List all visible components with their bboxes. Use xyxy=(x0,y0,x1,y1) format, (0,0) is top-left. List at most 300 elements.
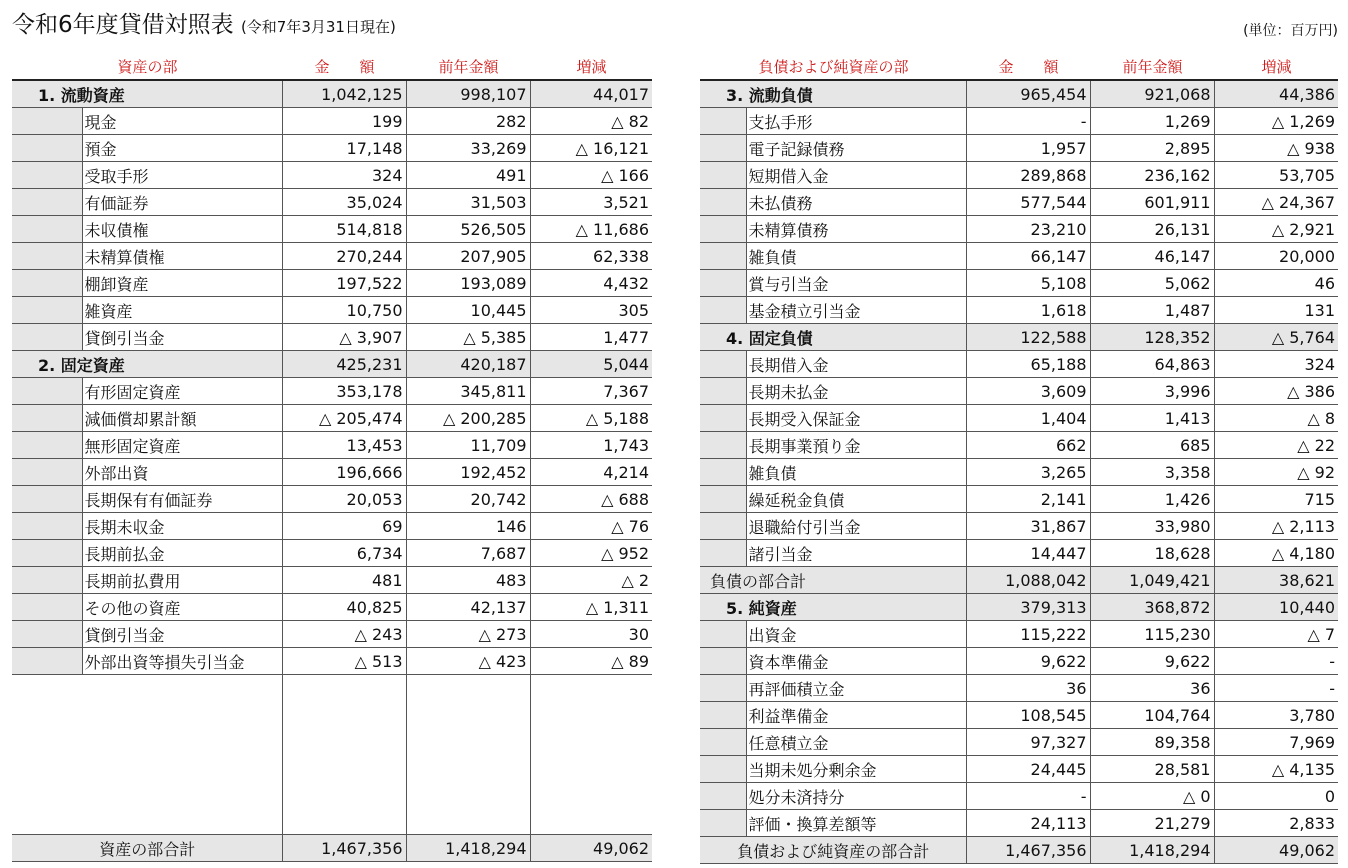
item-value: 23,210 xyxy=(966,216,1090,243)
item-value: 20,053 xyxy=(282,486,406,513)
item-label: 処分未済持分 xyxy=(746,783,966,810)
item-value: 305 xyxy=(530,297,652,324)
table-row xyxy=(700,756,1338,783)
table-row xyxy=(700,162,1338,189)
section-label: 5. 純資産 xyxy=(700,594,966,621)
item-label: 繰延税金負債 xyxy=(746,486,966,513)
section-label: 2. 固定資産 xyxy=(12,351,282,378)
item-value: 53,705 xyxy=(1214,162,1338,189)
section-value: 368,872 xyxy=(1090,594,1214,621)
item-label: 評価・換算差額等 xyxy=(746,810,966,837)
indent-cell xyxy=(12,405,82,432)
item-value: 1,743 xyxy=(530,432,652,459)
table-row xyxy=(700,405,1338,432)
item-value: 10,445 xyxy=(406,297,530,324)
header-row xyxy=(12,53,652,80)
item-value: 3,521 xyxy=(530,189,652,216)
item-value: 1,957 xyxy=(966,135,1090,162)
item-value: 108,545 xyxy=(966,702,1090,729)
item-value: △ 24,367 xyxy=(1214,189,1338,216)
item-value: △ 386 xyxy=(1214,378,1338,405)
table-row xyxy=(12,648,652,675)
section-value: 921,068 xyxy=(1090,80,1214,108)
table-row xyxy=(700,810,1338,837)
item-value: 36 xyxy=(966,675,1090,702)
table-row xyxy=(12,135,652,162)
indent-cell xyxy=(700,486,746,513)
item-value: 3,996 xyxy=(1090,378,1214,405)
item-label: 支払手形 xyxy=(746,108,966,135)
table-row xyxy=(12,108,652,135)
table-row xyxy=(12,297,652,324)
item-value: 207,905 xyxy=(406,243,530,270)
item-value: 5,062 xyxy=(1090,270,1214,297)
item-value: 64,863 xyxy=(1090,351,1214,378)
item-value: 0 xyxy=(1214,783,1338,810)
item-value: 2,895 xyxy=(1090,135,1214,162)
item-label: 任意積立金 xyxy=(746,729,966,756)
item-label: 出資金 xyxy=(746,621,966,648)
indent-cell xyxy=(700,540,746,567)
indent-cell xyxy=(12,270,82,297)
table-row xyxy=(700,351,1338,378)
item-label: 受取手形 xyxy=(82,162,282,189)
item-value: 35,024 xyxy=(282,189,406,216)
column-header: 資産の部 xyxy=(12,53,282,80)
item-label: 未精算債務 xyxy=(746,216,966,243)
table-row xyxy=(12,540,652,567)
table-row xyxy=(12,621,652,648)
indent-cell xyxy=(12,216,82,243)
item-value: △ 1,269 xyxy=(1214,108,1338,135)
item-value: 40,825 xyxy=(282,594,406,621)
item-value: 483 xyxy=(406,567,530,594)
item-value: 115,222 xyxy=(966,621,1090,648)
indent-cell xyxy=(12,459,82,486)
item-value: 7,687 xyxy=(406,540,530,567)
table-row xyxy=(12,162,652,189)
section-value: 1,042,125 xyxy=(282,80,406,108)
item-value: 270,244 xyxy=(282,243,406,270)
item-value: 1,487 xyxy=(1090,297,1214,324)
table-row xyxy=(12,243,652,270)
item-label: 電子記録債務 xyxy=(746,135,966,162)
item-value: 97,327 xyxy=(966,729,1090,756)
indent-cell xyxy=(700,432,746,459)
item-value: 345,811 xyxy=(406,378,530,405)
item-label: 当期未処分剰余金 xyxy=(746,756,966,783)
item-label: 短期借入金 xyxy=(746,162,966,189)
subtotal-row xyxy=(700,567,1338,594)
item-value: △ 243 xyxy=(282,621,406,648)
item-value: △ 938 xyxy=(1214,135,1338,162)
column-header: 前年金額 xyxy=(1090,53,1214,80)
indent-cell xyxy=(700,216,746,243)
table-row xyxy=(700,702,1338,729)
total-row-value: 1,467,356 xyxy=(282,835,406,862)
table-row xyxy=(12,432,652,459)
indent-cell xyxy=(700,162,746,189)
table-row xyxy=(12,270,652,297)
indent-cell xyxy=(700,459,746,486)
item-value: 481 xyxy=(282,567,406,594)
item-value: 17,148 xyxy=(282,135,406,162)
item-value: △ 7 xyxy=(1214,621,1338,648)
section-label: 1. 流動資産 xyxy=(12,80,282,108)
item-label: 長期事業預り金 xyxy=(746,432,966,459)
table-row xyxy=(700,648,1338,675)
liabilities-table xyxy=(700,53,1338,864)
table-row xyxy=(700,513,1338,540)
indent-cell xyxy=(12,432,82,459)
section-label: 4. 固定負債 xyxy=(700,324,966,351)
item-label: 減価償却累計額 xyxy=(82,405,282,432)
table-row xyxy=(700,540,1338,567)
item-value: △ 513 xyxy=(282,648,406,675)
item-label: 賞与引当金 xyxy=(746,270,966,297)
item-value: △ 205,474 xyxy=(282,405,406,432)
item-value: 685 xyxy=(1090,432,1214,459)
item-value: 197,522 xyxy=(282,270,406,297)
item-value: 69 xyxy=(282,513,406,540)
total-row-value: 1,418,294 xyxy=(1090,837,1214,864)
item-label: 長期未払金 xyxy=(746,378,966,405)
item-value: 353,178 xyxy=(282,378,406,405)
item-value: 9,622 xyxy=(966,648,1090,675)
total-row-label: 負債および純資産の部合計 xyxy=(700,837,966,864)
item-value: △ 4,135 xyxy=(1214,756,1338,783)
item-value: 491 xyxy=(406,162,530,189)
item-label: 棚卸資産 xyxy=(82,270,282,297)
item-label: 有価証券 xyxy=(82,189,282,216)
section-row xyxy=(700,80,1338,108)
item-label: 基金積立引当金 xyxy=(746,297,966,324)
item-value: △ 92 xyxy=(1214,459,1338,486)
table-row xyxy=(12,189,652,216)
item-value: 324 xyxy=(282,162,406,189)
table-row xyxy=(12,567,652,594)
indent-cell xyxy=(700,378,746,405)
table-row xyxy=(700,270,1338,297)
item-label: 長期未収金 xyxy=(82,513,282,540)
item-value: 42,137 xyxy=(406,594,530,621)
item-value: 31,867 xyxy=(966,513,1090,540)
indent-cell xyxy=(700,270,746,297)
item-value: 3,358 xyxy=(1090,459,1214,486)
item-value: 20,742 xyxy=(406,486,530,513)
section-label: 3. 流動負債 xyxy=(700,80,966,108)
unit-label: (単位：百万円) xyxy=(1243,23,1338,39)
table-row xyxy=(700,378,1338,405)
item-value: △ 0 xyxy=(1090,783,1214,810)
total-row xyxy=(700,837,1338,864)
table-row xyxy=(12,513,652,540)
section-row xyxy=(12,80,652,108)
indent-cell xyxy=(12,162,82,189)
table-row xyxy=(12,216,652,243)
indent-cell xyxy=(700,189,746,216)
item-value: 715 xyxy=(1214,486,1338,513)
table-row xyxy=(700,297,1338,324)
item-value: 193,089 xyxy=(406,270,530,297)
item-label: 長期前払金 xyxy=(82,540,282,567)
item-value: 10,750 xyxy=(282,297,406,324)
table-row xyxy=(700,432,1338,459)
item-value: 526,505 xyxy=(406,216,530,243)
item-value: 601,911 xyxy=(1090,189,1214,216)
item-value: 199 xyxy=(282,108,406,135)
item-label: 雑資産 xyxy=(82,297,282,324)
column-header: 金 額 xyxy=(282,53,406,80)
item-value: 28,581 xyxy=(1090,756,1214,783)
item-value: 146 xyxy=(406,513,530,540)
item-label: 預金 xyxy=(82,135,282,162)
indent-cell xyxy=(12,594,82,621)
item-value: 577,544 xyxy=(966,189,1090,216)
item-value: △ 423 xyxy=(406,648,530,675)
item-value: 1,426 xyxy=(1090,486,1214,513)
item-value: 1,477 xyxy=(530,324,652,351)
blank-cell xyxy=(282,675,406,835)
indent-cell xyxy=(700,756,746,783)
item-value: 4,432 xyxy=(530,270,652,297)
item-value: 2,141 xyxy=(966,486,1090,513)
blank-cell xyxy=(406,675,530,835)
item-value: △ 16,121 xyxy=(530,135,652,162)
table-row xyxy=(700,621,1338,648)
indent-cell xyxy=(700,729,746,756)
indent-cell xyxy=(700,810,746,837)
item-value: 30 xyxy=(530,621,652,648)
indent-cell xyxy=(700,675,746,702)
column-header: 負債および純資産の部 xyxy=(700,53,966,80)
indent-cell xyxy=(12,378,82,405)
indent-cell xyxy=(12,567,82,594)
item-value: 3,609 xyxy=(966,378,1090,405)
item-label: 有形固定資産 xyxy=(82,378,282,405)
item-value: 236,162 xyxy=(1090,162,1214,189)
column-header: 前年金額 xyxy=(406,53,530,80)
assets-table xyxy=(12,53,652,862)
item-value: 46,147 xyxy=(1090,243,1214,270)
item-value: 33,269 xyxy=(406,135,530,162)
item-label: 外部出資 xyxy=(82,459,282,486)
item-label: 無形固定資産 xyxy=(82,432,282,459)
item-value: - xyxy=(1214,648,1338,675)
total-row-value: 49,062 xyxy=(530,835,652,862)
item-value: △ 5,385 xyxy=(406,324,530,351)
indent-cell xyxy=(700,783,746,810)
item-label: 利益準備金 xyxy=(746,702,966,729)
blank-cell xyxy=(530,675,652,835)
indent-cell xyxy=(700,513,746,540)
table-row xyxy=(700,216,1338,243)
item-label: 雑負債 xyxy=(746,459,966,486)
table-row xyxy=(700,675,1338,702)
item-value: △ 200,285 xyxy=(406,405,530,432)
item-label: 諸引当金 xyxy=(746,540,966,567)
indent-cell xyxy=(12,108,82,135)
item-value: 62,338 xyxy=(530,243,652,270)
indent-cell xyxy=(12,243,82,270)
item-value: 1,269 xyxy=(1090,108,1214,135)
table-row xyxy=(12,324,652,351)
section-value: 965,454 xyxy=(966,80,1090,108)
item-value: △ 3,907 xyxy=(282,324,406,351)
section-row xyxy=(12,351,652,378)
section-row xyxy=(700,594,1338,621)
item-value: 21,279 xyxy=(1090,810,1214,837)
indent-cell xyxy=(700,405,746,432)
table-row xyxy=(12,486,652,513)
item-value: 1,618 xyxy=(966,297,1090,324)
indent-cell xyxy=(12,648,82,675)
item-value: △ 2,113 xyxy=(1214,513,1338,540)
item-label: 外部出資等損失引当金 xyxy=(82,648,282,675)
item-value: 36 xyxy=(1090,675,1214,702)
total-row-value: 1,418,294 xyxy=(406,835,530,862)
item-value: 514,818 xyxy=(282,216,406,243)
item-value: △ 1,311 xyxy=(530,594,652,621)
total-row xyxy=(12,835,652,862)
item-value: 14,447 xyxy=(966,540,1090,567)
indent-cell xyxy=(700,243,746,270)
item-value: 1,413 xyxy=(1090,405,1214,432)
item-value: - xyxy=(1214,675,1338,702)
section-value: 122,588 xyxy=(966,324,1090,351)
indent-cell xyxy=(12,540,82,567)
indent-cell xyxy=(12,486,82,513)
item-value: 662 xyxy=(966,432,1090,459)
item-value: 131 xyxy=(1214,297,1338,324)
item-label: 貸倒引当金 xyxy=(82,324,282,351)
item-value: - xyxy=(966,108,1090,135)
item-label: 長期借入金 xyxy=(746,351,966,378)
section-value: △ 5,764 xyxy=(1214,324,1338,351)
item-value: 192,452 xyxy=(406,459,530,486)
item-value: 4,214 xyxy=(530,459,652,486)
subtotal-row-value: 1,088,042 xyxy=(966,567,1090,594)
item-value: 11,709 xyxy=(406,432,530,459)
item-label: 再評価積立金 xyxy=(746,675,966,702)
item-label: 退職給付引当金 xyxy=(746,513,966,540)
item-value: △ 82 xyxy=(530,108,652,135)
item-value: 282 xyxy=(406,108,530,135)
section-value: 420,187 xyxy=(406,351,530,378)
total-row-value: 1,467,356 xyxy=(966,837,1090,864)
indent-cell xyxy=(700,621,746,648)
item-value: △ 166 xyxy=(530,162,652,189)
item-value: △ 688 xyxy=(530,486,652,513)
subtotal-row-label: 負債の部合計 xyxy=(700,567,966,594)
section-value: 998,107 xyxy=(406,80,530,108)
table-row xyxy=(700,459,1338,486)
indent-cell xyxy=(12,621,82,648)
item-value: △ 5,188 xyxy=(530,405,652,432)
item-value: 104,764 xyxy=(1090,702,1214,729)
item-value: △ 2 xyxy=(530,567,652,594)
item-value: 289,868 xyxy=(966,162,1090,189)
indent-cell xyxy=(12,513,82,540)
item-label: 現金 xyxy=(82,108,282,135)
item-value: △ 2,921 xyxy=(1214,216,1338,243)
item-value: 196,666 xyxy=(282,459,406,486)
section-value: 10,440 xyxy=(1214,594,1338,621)
indent-cell xyxy=(12,297,82,324)
subtotal-row-value: 38,621 xyxy=(1214,567,1338,594)
item-value: - xyxy=(966,783,1090,810)
item-label: 雑負債 xyxy=(746,243,966,270)
table-row xyxy=(700,486,1338,513)
total-row-value: 49,062 xyxy=(1214,837,1338,864)
item-value: △ 11,686 xyxy=(530,216,652,243)
section-value: 425,231 xyxy=(282,351,406,378)
item-value: 7,367 xyxy=(530,378,652,405)
indent-cell xyxy=(700,297,746,324)
item-value: △ 952 xyxy=(530,540,652,567)
item-value: △ 273 xyxy=(406,621,530,648)
item-label: 長期受入保証金 xyxy=(746,405,966,432)
item-value: 324 xyxy=(1214,351,1338,378)
section-value: 128,352 xyxy=(1090,324,1214,351)
item-value: 3,265 xyxy=(966,459,1090,486)
item-value: 33,980 xyxy=(1090,513,1214,540)
table-row xyxy=(12,594,652,621)
item-value: 7,969 xyxy=(1214,729,1338,756)
section-value: 379,313 xyxy=(966,594,1090,621)
item-label: 長期前払費用 xyxy=(82,567,282,594)
indent-cell xyxy=(700,108,746,135)
item-label: その他の資産 xyxy=(82,594,282,621)
table-row xyxy=(12,378,652,405)
item-value: 24,445 xyxy=(966,756,1090,783)
item-label: 長期保有有価証券 xyxy=(82,486,282,513)
title-date: (令和7年3月31日現在) xyxy=(240,18,396,36)
item-value: 24,113 xyxy=(966,810,1090,837)
total-row-label: 資産の部合計 xyxy=(12,835,282,862)
item-value: 89,358 xyxy=(1090,729,1214,756)
section-row xyxy=(700,324,1338,351)
indent-cell xyxy=(700,702,746,729)
item-value: △ 89 xyxy=(530,648,652,675)
indent-cell xyxy=(700,648,746,675)
column-header: 増減 xyxy=(1214,53,1338,80)
item-label: 資本準備金 xyxy=(746,648,966,675)
item-value: 2,833 xyxy=(1214,810,1338,837)
item-value: 31,503 xyxy=(406,189,530,216)
item-value: 46 xyxy=(1214,270,1338,297)
item-label: 未収債権 xyxy=(82,216,282,243)
table-row xyxy=(12,459,652,486)
table-row xyxy=(12,405,652,432)
page-title xyxy=(12,6,396,39)
column-header: 金 額 xyxy=(966,53,1090,80)
column-header: 増減 xyxy=(530,53,652,80)
indent-cell xyxy=(12,135,82,162)
title-main: 令和6年度貸借対照表 xyxy=(12,12,234,38)
header-row xyxy=(700,53,1338,80)
item-value: 65,188 xyxy=(966,351,1090,378)
section-value: 5,044 xyxy=(530,351,652,378)
item-value: 20,000 xyxy=(1214,243,1338,270)
table-row xyxy=(700,783,1338,810)
indent-cell xyxy=(700,135,746,162)
item-value: △ 4,180 xyxy=(1214,540,1338,567)
table-row xyxy=(700,243,1338,270)
item-value: 26,131 xyxy=(1090,216,1214,243)
item-value: 1,404 xyxy=(966,405,1090,432)
item-value: △ 22 xyxy=(1214,432,1338,459)
